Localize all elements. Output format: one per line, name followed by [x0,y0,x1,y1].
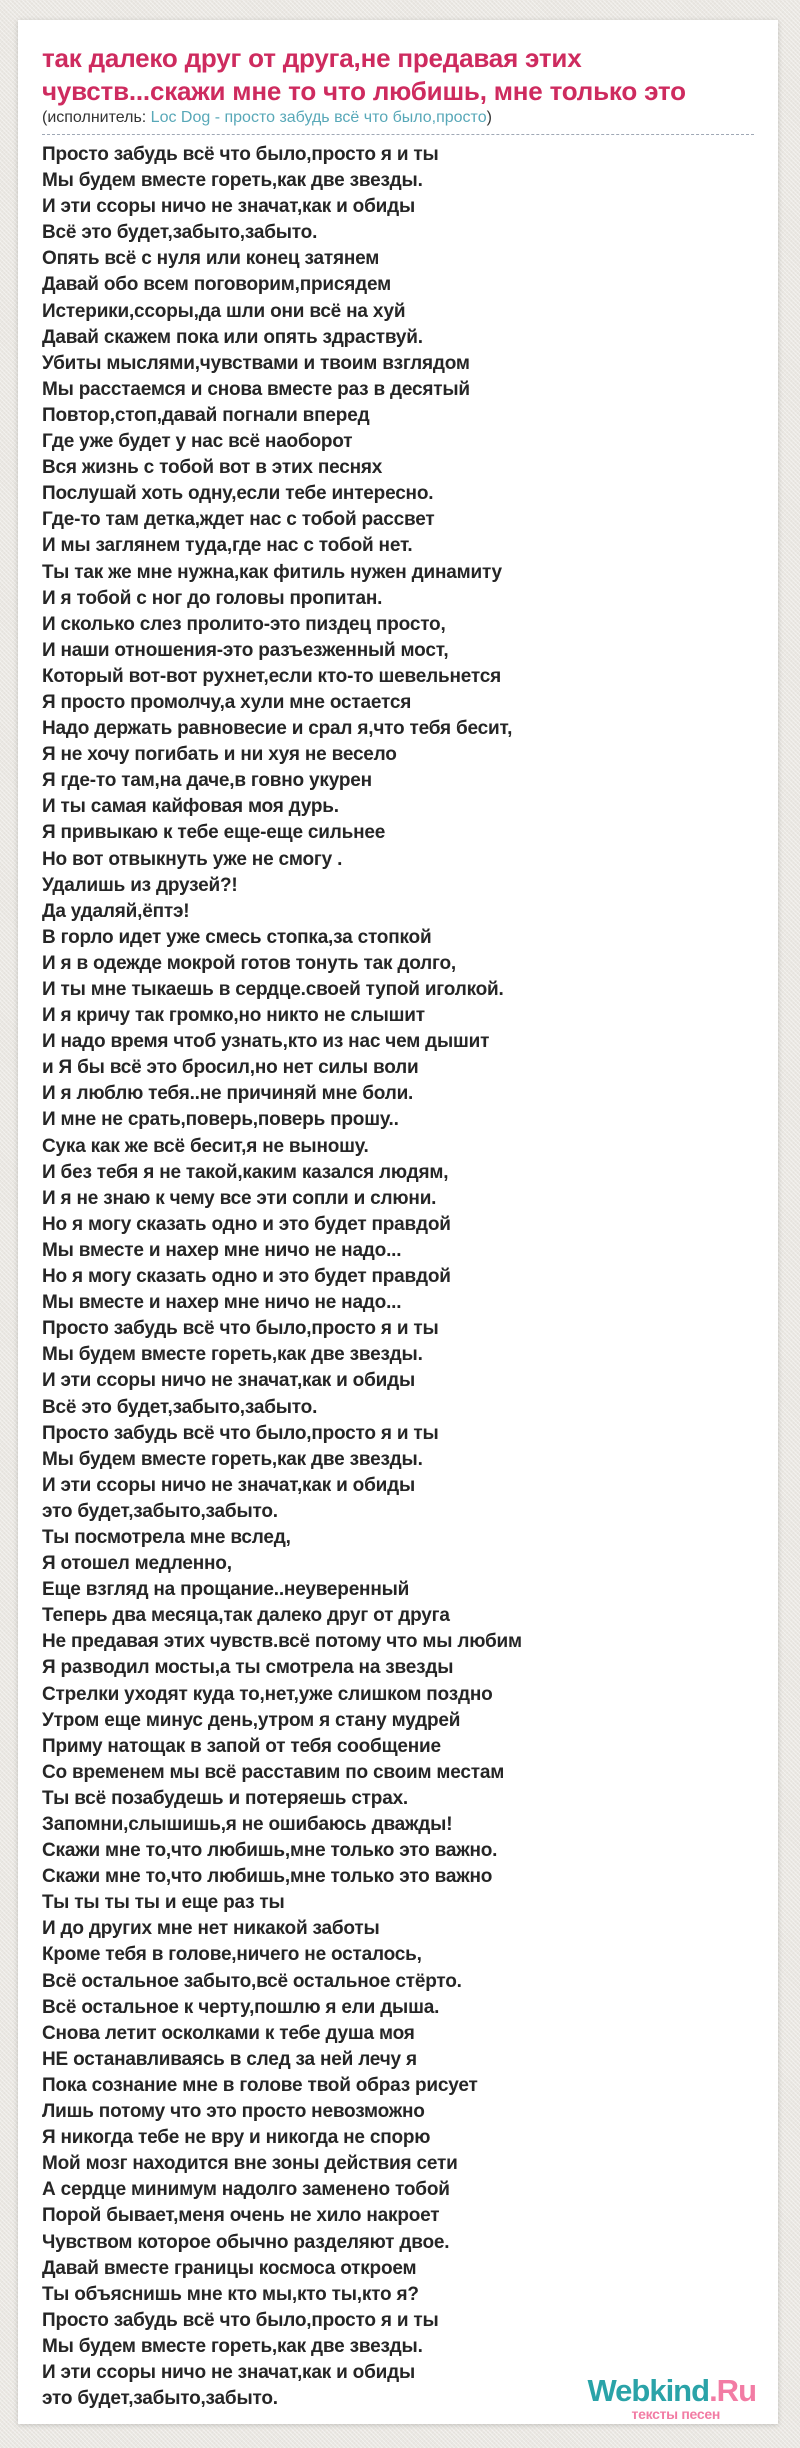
lyric-line: Истерики,ссоры,да шли они всё на хуй [42,300,406,322]
lyric-line: И эти ссоры ничо не значат,как и обиды [42,196,415,218]
lyric-line: И наши отношения-это разъезженный мост, [42,639,449,661]
lyric-line: Я где-то там,на даче,в говно укурен [42,770,372,792]
lyric-line: Ты всё позабудешь и потеряешь страх. [42,1787,409,1809]
lyric-line: Утром еще минус день,утром я стану мудрей [42,1709,461,1731]
lyric-line: Мы будем вместе гореть,как две звезды. [42,2335,423,2357]
lyric-line: Лишь потому что это просто невозможно [42,2101,425,2123]
lyric-line: Всё остальное забыто,всё остальное стёрто. [42,1970,462,1992]
lyric-line: Где уже будет у нас всё наоборот [42,431,353,453]
lyric-line: И мне не срать,поверь,поверь прошу.. [42,1109,399,1131]
lyric-line: Стрелки уходят куда то,нет,уже слишком поздно [42,1683,493,1705]
lyric-line: Давай скажем пока или опять здраствуй. [42,326,423,348]
webkind-logo[interactable] [587,2375,756,2421]
lyric-line: Просто забудь всё что было,просто я и ты [42,2309,439,2331]
lyric-line: Вся жизнь с тобой вот в этих песнях [42,457,383,479]
lyric-line: Просто забудь всё что было,просто я и ты [42,1422,439,1444]
lyric-line: И ты самая кайфовая моя дурь. [42,796,339,818]
lyrics [42,142,754,2412]
lyric-line: Я разводил мосты,а ты смотрела на звезды [42,1657,454,1679]
lyric-line: НЕ останавливаясь в след за ней лечу я [42,2048,417,2070]
lyric-line: Давай обо всем поговорим,присядем [42,274,391,296]
lyric-line: И я в одежде мокрой готов тонуть так долго, [42,952,456,974]
lyric-line: Теперь два месяца,так далеко друг от друга [42,1605,450,1627]
lyric-line: Мы вместе и нахер мне ничо не надо... [42,1292,402,1314]
lyric-line: Который вот-вот рухнет,если кто-то шевельнется [42,665,501,687]
lyric-line: Чувством которое обычно разделяют двое. [42,2231,450,2253]
lyric-line: И я не знаю к чему все эти сопли и слюни. [42,1187,437,1209]
lyric-line: Мой мозг находится вне зоны действия сети [42,2153,458,2175]
lyric-line: И мы заглянем туда,где нас с тобой нет. [42,535,413,557]
artist-line [42,109,754,135]
lyric-line: Ты так же мне нужна,как фитиль нужен динамиту [42,561,502,583]
lyric-line: это будет,забыто,забыто. [42,1500,278,1522]
lyric-line: Просто забудь всё что было,просто я и ты [42,144,439,165]
lyric-line: Мы будем вместе гореть,как две звезды. [42,1344,423,1366]
lyric-line: и Я бы всё это бросил,но нет силы воли [42,1057,419,1079]
lyric-line: Пока сознание мне в голове твой образ рисует [42,2074,478,2096]
lyric-line: Еще взгляд на прощание..неуверенный [42,1579,410,1601]
lyric-line: Ты посмотрела мне вслед, [42,1526,291,1548]
lyric-line: Со временем мы всё расставим по своим местам [42,1761,505,1783]
logo-tagline: тексты песен [631,2406,720,2422]
lyric-line: И эти ссоры ничо не значат,как и обиды [42,1370,415,1392]
lyric-line: Я никогда тебе не вру и никогда не спорю [42,2127,431,2149]
lyric-line: Не предавая этих чувств.всё потому что мы любим [42,1631,522,1653]
lyric-line: В горло идет уже смесь стопка,за стопкой [42,926,432,948]
artist-link[interactable]: Loc Dog - просто забудь всё что было,просто [150,109,487,126]
lyric-line: И эти ссоры ничо не значат,как и обиды [42,1474,415,1496]
lyric-line: Мы будем вместе гореть,как две звезды. [42,170,423,192]
lyric-line: Опять всё с нуля или конец затянем [42,248,380,270]
lyrics-card [18,20,778,2424]
lyric-line: Но я могу сказать одно и это будет правдой [42,1213,451,1235]
lyric-line: Ты ты ты ты и еще раз ты [42,1892,285,1914]
artist-label: (исполнитель: [42,109,151,126]
logo-ru-text: .Ru [709,2373,756,2408]
logo-webkind-text: Webkind [587,2373,710,2408]
lyric-line: Мы вместе и нахер мне ничо не надо... [42,1239,402,1261]
lyric-line: Надо держать равновесие и срал я,что тебя бесит, [42,718,513,740]
lyric-line: Убиты мыслями,чувствами и твоим взглядом [42,352,470,374]
lyric-line: И ты мне тыкаешь в сердце.своей тупой иголкой. [42,979,504,1000]
lyric-line: Давай вместе границы космоса откроем [42,2257,417,2279]
lyric-line: И я кричу так громко,но никто не слышит [42,1005,425,1027]
song-title: так далеко друг от друга,не предавая этих чувств...скажи мне то что любишь, мне только это [42,43,686,106]
lyric-line: И сколько слез пролито-это пиздец просто, [42,613,446,635]
lyric-line: Приму натощак в запой от тебя сообщение [42,1735,441,1757]
lyric-line: Просто забудь всё что было,просто я и ты [42,1318,439,1340]
lyric-line: Я привыкаю к тебе еще-еще сильнее [42,822,386,844]
lyric-line: Скажи мне то,что любишь,мне только это важно [42,1866,493,1888]
lyric-line: Кроме тебя в голове,ничего не осталось, [42,1944,422,1966]
lyric-line: Порой бывает,меня очень не хило накроет [42,2205,440,2227]
lyric-line: Я просто промолчу,а хули мне остается [42,691,412,713]
lyric-line: Но вот отвыкнуть уже не смогу . [42,848,343,870]
lyric-line: это будет,забыто,забыто. [42,2388,278,2410]
artist-suffix: ) [486,109,492,126]
lyric-line: Всё это будет,забыто,забыто. [42,222,318,244]
lyric-line: И до других мне нет никакой заботы [42,1918,380,1940]
lyric-line: И я люблю тебя..не причиняй мне боли. [42,1083,414,1105]
lyric-line: Снова летит осколками к тебе душа моя [42,2022,415,2044]
lyric-line: Мы расстаемся и снова вместе раз в десятый [42,378,470,400]
lyric-line: Я не хочу погибать и ни хуя не весело [42,744,397,766]
lyric-line: И эти ссоры ничо не значат,как и обиды [42,2361,415,2383]
lyric-line: Сука как же всё бесит,я не выношу. [42,1135,369,1157]
lyric-line: Где-то там детка,ждет нас с тобой рассвет [42,509,435,531]
lyric-line: Я отошел медленно, [42,1553,232,1575]
lyric-line: Ты объяснишь мне кто мы,кто ты,кто я? [42,2283,419,2305]
lyric-line: И надо время чтоб узнать,кто из нас чем дышит [42,1031,490,1053]
lyric-line: Повтор,стоп,давай погнали вперед [42,404,370,426]
lyric-line: Да удаляй,ёптэ! [42,900,190,922]
webkind-logo-link[interactable] [587,2375,756,2406]
lyric-line: И я тобой с ног до головы пропитан. [42,587,383,609]
lyric-line: А сердце минимум надолго заменено тобой [42,2179,450,2201]
lyric-line: Запомни,слышишь,я не ошибаюсь дважды! [42,1814,453,1835]
lyric-line: Скажи мне то,что любишь,мне только это важно. [42,1840,498,1862]
lyric-line: Мы будем вместе гореть,как две звезды. [42,1448,423,1470]
lyric-line: Но я могу сказать одно и это будет правдой [42,1266,451,1288]
lyric-line: И без тебя я не такой,каким казался людям, [42,1161,449,1183]
lyric-line: Послушай хоть одну,если тебе интересно. [42,483,434,505]
lyric-line: Удалишь из друзей?! [42,874,238,896]
lyric-line: Всё это будет,забыто,забыто. [42,1396,318,1418]
lyric-line: Всё остальное к черту,пошлю я ели дыша. [42,1996,440,2018]
